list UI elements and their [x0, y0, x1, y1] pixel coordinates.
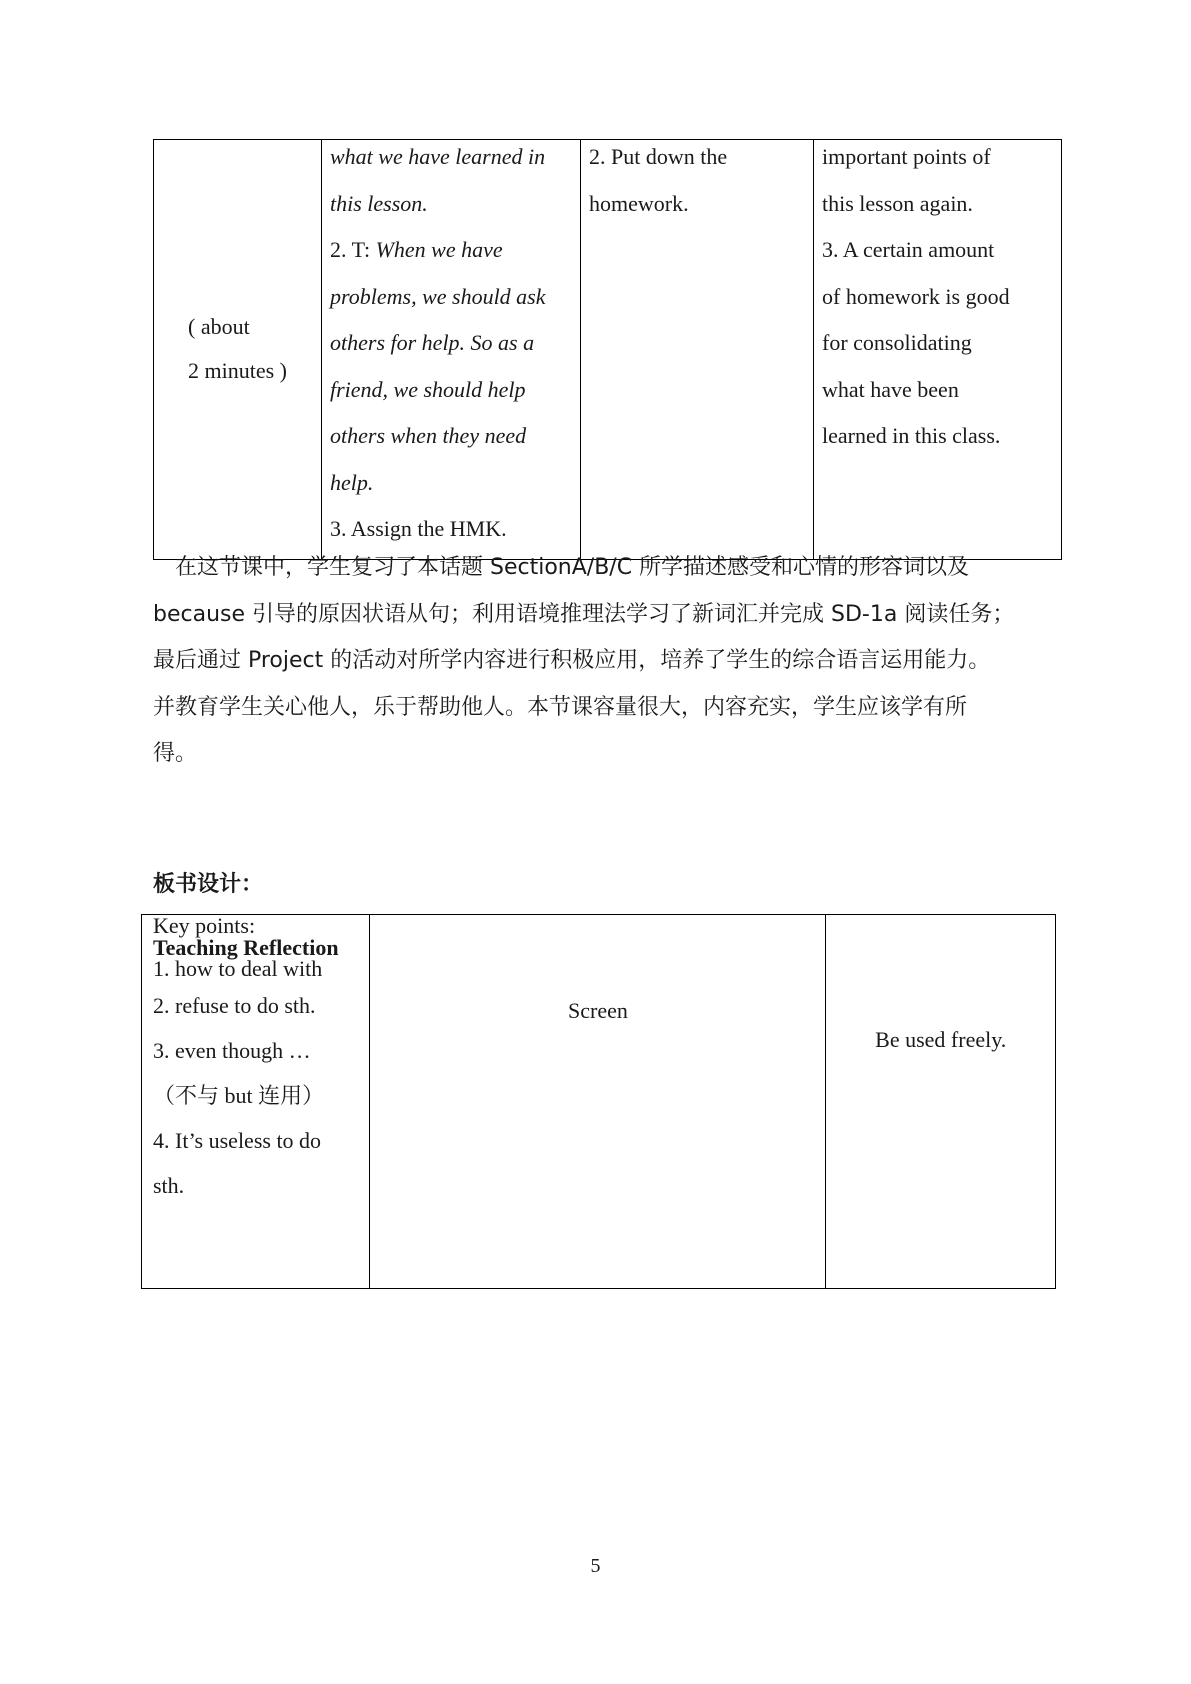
- teaching-reflection-label: Teaching Reflection: [153, 935, 339, 960]
- paragraph-line: 最后通过 Project 的活动对所学内容进行积极应用，培养了学生的综合语言运用能力。: [153, 648, 991, 673]
- board-design-table: [141, 914, 1056, 1289]
- time-line: ( about: [188, 314, 250, 340]
- teacher-activity-line: [330, 140, 572, 187]
- teacher-activity-lines: [322, 140, 580, 559]
- line-prefix: 2. T:: [330, 237, 376, 262]
- page-number: 5: [590, 1555, 601, 1577]
- purpose-line: learned in this class.: [822, 423, 1001, 448]
- line-text: problems, we should ask: [330, 283, 546, 309]
- student-activity-line: homework.: [589, 190, 689, 216]
- teacher-activity-line: [330, 187, 572, 234]
- key-point-item: 4. It’s useless to do: [153, 1128, 322, 1153]
- purpose-line: of homework is good: [822, 283, 1010, 309]
- lesson-procedure-table: [153, 139, 1062, 560]
- table-row: [154, 140, 1062, 560]
- key-points-cell: [142, 915, 370, 1289]
- line-text: help.: [330, 469, 374, 495]
- line-text: this lesson.: [330, 190, 428, 216]
- time-line: 2 minutes ): [188, 358, 287, 384]
- paragraph-line: 并教育学生关心他人，乐于帮助他人。本节课容量很大，内容充实，学生应该学有所: [153, 694, 968, 720]
- freely-cell: [826, 915, 1056, 1289]
- teacher-activity-line: [330, 419, 572, 466]
- purpose-line: for consolidating: [822, 330, 972, 355]
- key-points-list: [153, 956, 369, 1208]
- purpose-lines: [814, 140, 1061, 466]
- purpose-cell: [814, 140, 1062, 560]
- line-text: 3. Assign the HMK.: [330, 516, 507, 541]
- line-text: others for help. So as a: [330, 330, 535, 355]
- key-point-item: 2. refuse to do sth.: [153, 993, 316, 1018]
- purpose-line: this lesson again.: [822, 190, 973, 216]
- board-design-heading: 板书设计：: [153, 872, 264, 897]
- line-text: others when they need: [330, 423, 527, 448]
- student-activity-line: 2. Put down the: [589, 144, 728, 169]
- time-lines: [154, 305, 321, 393]
- be-used-freely-label: Be used freely.: [875, 1027, 1007, 1052]
- paragraph-line: 得。: [153, 741, 198, 766]
- line-text: what we have learned in: [330, 144, 546, 169]
- line-text: When we have: [375, 237, 503, 262]
- key-point-item: sth.: [153, 1173, 185, 1198]
- key-point-item: （不与 but 连用）: [153, 1083, 325, 1108]
- table-row: [142, 915, 1056, 1289]
- line-text: friend, we should help: [330, 376, 526, 402]
- student-activity-cell: [581, 140, 814, 560]
- key-points-label: Key points:: [153, 913, 256, 938]
- time-cell: [154, 140, 322, 560]
- teacher-activity-line: [330, 233, 572, 280]
- teacher-activity-line: [330, 326, 572, 373]
- purpose-line: important points of: [822, 144, 991, 169]
- teacher-activity-cell: [322, 140, 581, 560]
- screen-label: Screen: [568, 998, 628, 1023]
- teacher-activity-line: [330, 280, 572, 327]
- purpose-line: 3. A certain amount: [822, 237, 995, 262]
- key-point-item: 3. even though …: [153, 1038, 311, 1063]
- purpose-line: what have been: [822, 376, 959, 402]
- student-activity-lines: [581, 140, 813, 233]
- paragraph-line: because 引导的原因状语从句；利用语境推理法学习了新词汇并完成 SD-1a 阅读任务；: [153, 601, 1015, 627]
- teacher-activity-line: [330, 373, 572, 420]
- reflection-paragraph: [153, 545, 1063, 778]
- paragraph-line: 在这节课中，学生复习了本话题 SectionA/B/C 所学描述感受和心情的形容词以及: [153, 555, 970, 580]
- key-point-item: 1. how to deal with: [153, 956, 323, 981]
- screen-cell: [370, 915, 826, 1289]
- teacher-activity-line: [330, 466, 572, 513]
